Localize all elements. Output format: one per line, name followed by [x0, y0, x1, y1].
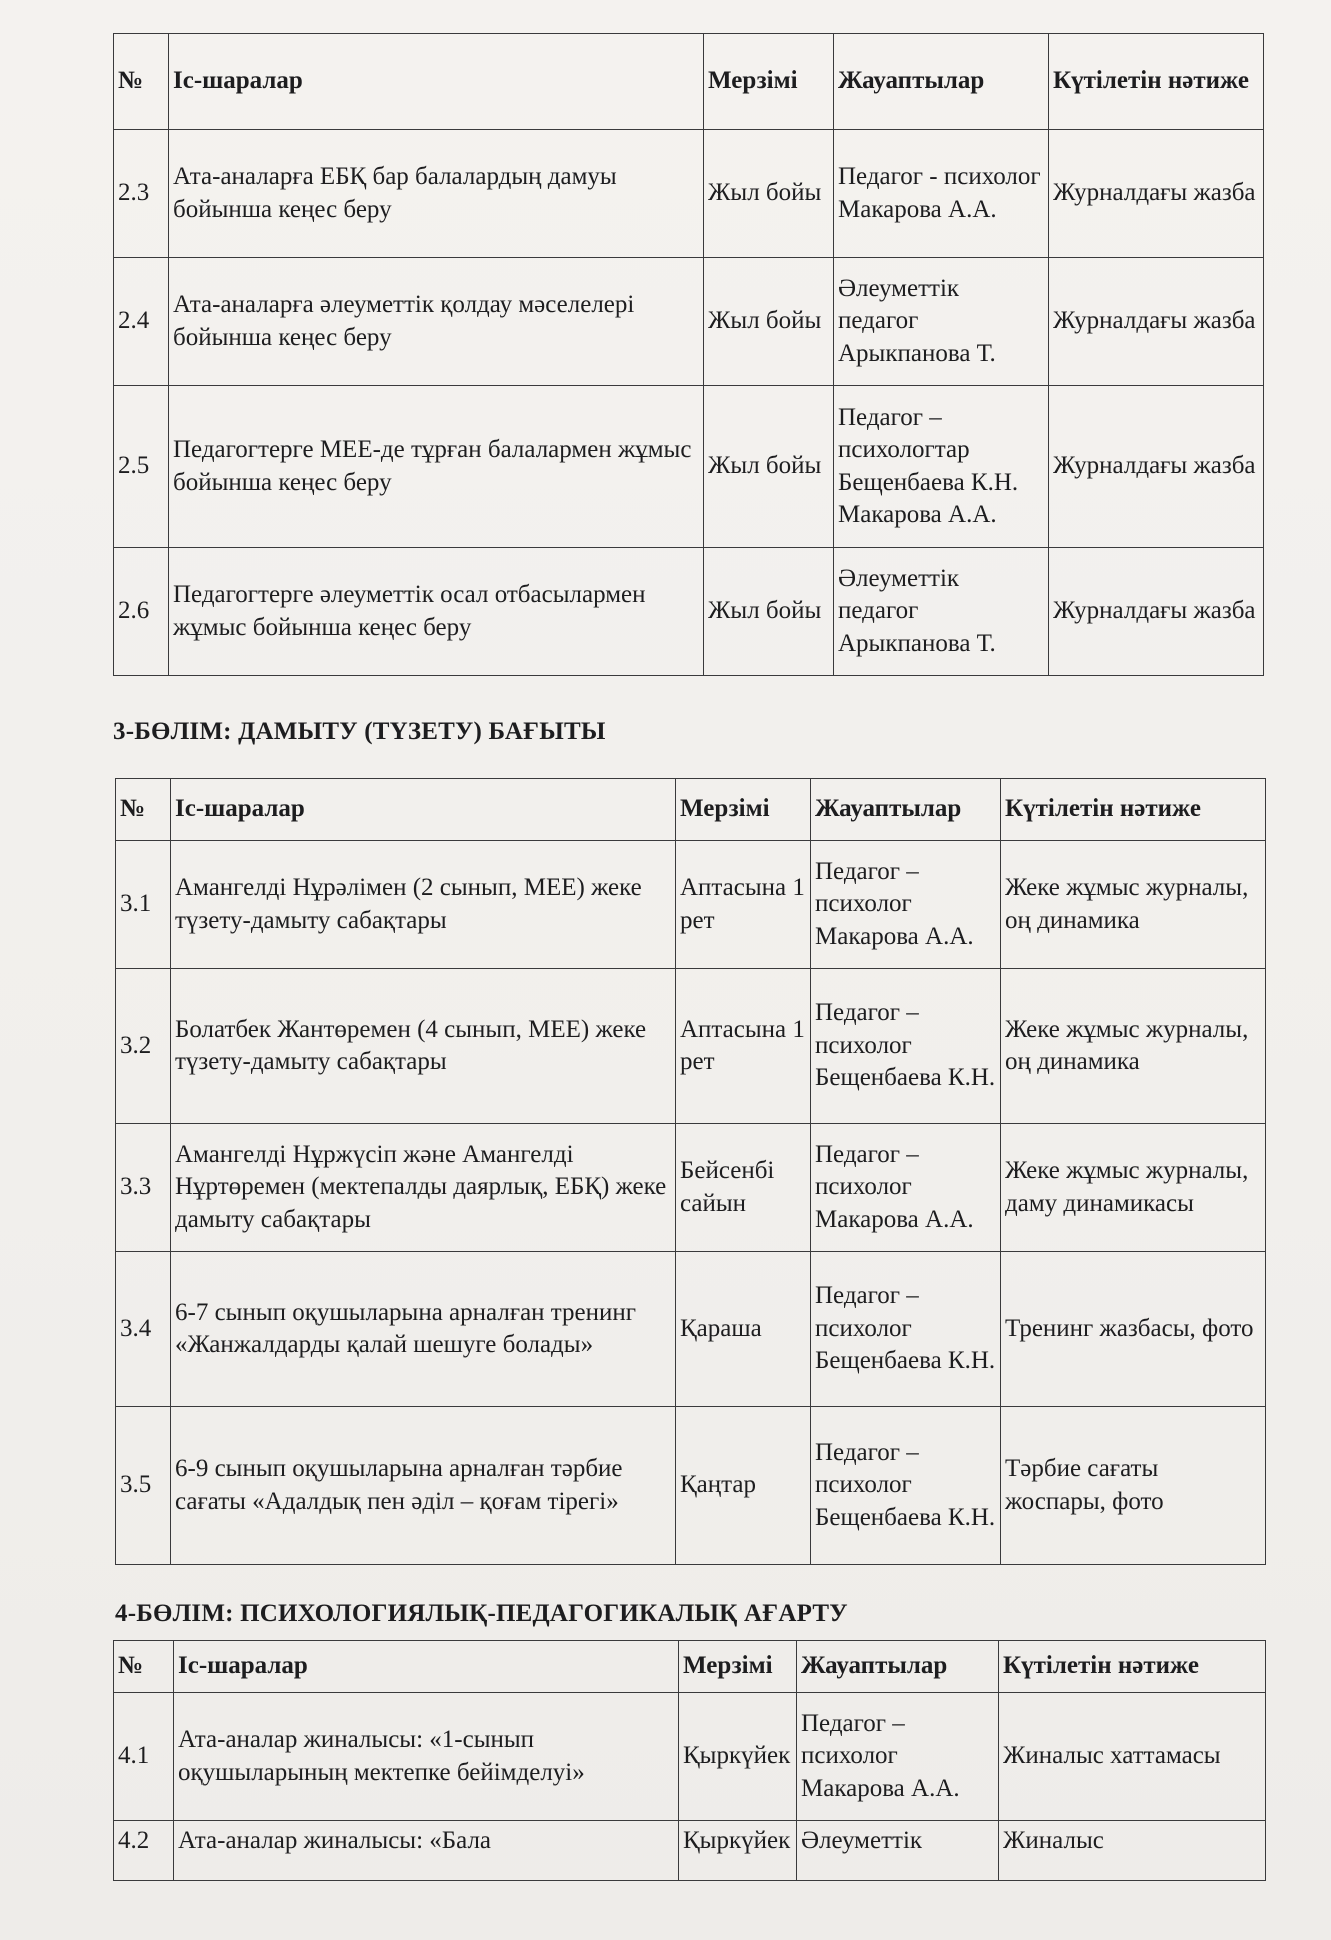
- table-row: [116, 1407, 1266, 1565]
- row-number: 2.3: [114, 130, 169, 258]
- row-activity: Ата-аналар жиналысы: «Бала: [174, 1821, 679, 1881]
- row-number: 3.1: [116, 841, 171, 969]
- table-row: [116, 1124, 1266, 1252]
- table-row: [116, 1252, 1266, 1407]
- section4-table: [113, 1640, 1266, 1881]
- row-deadline: Қыркүйек: [679, 1693, 797, 1821]
- table-header-row: [114, 34, 1264, 130]
- row-result: Журналдағы жазба: [1049, 130, 1264, 258]
- table-row: [116, 969, 1266, 1124]
- row-result: Тәрбие сағаты жоспары, фото: [1001, 1407, 1266, 1565]
- table-row: [114, 548, 1264, 676]
- table-row: [116, 841, 1266, 969]
- table-row: [114, 386, 1264, 548]
- table-row: [114, 1821, 1266, 1881]
- row-activity: Амангелді Нұрәлімен (2 сынып, МЕЕ) жеке түзету-дамыту сабақтары: [171, 841, 676, 969]
- header-expected: Күтілетін нәтиже: [1049, 34, 1264, 130]
- row-deadline: Қараша: [676, 1252, 811, 1407]
- row-responsible: Педагог – психолог Бещенбаева К.Н.: [811, 1252, 1001, 1407]
- row-number: 3.2: [116, 969, 171, 1124]
- row-activity: Амангелді Нұржүсіп және Амангелді Нұртөремен (мектепалды даярлық, ЕБҚ) жеке дамыту сабақтары: [171, 1124, 676, 1252]
- table-row: [114, 1693, 1266, 1821]
- header-num: №: [114, 34, 169, 130]
- header-responsible: Жауаптылар: [811, 779, 1001, 841]
- row-number: 2.6: [114, 548, 169, 676]
- section4-title: 4-БӨЛІМ: ПСИХОЛОГИЯЛЫҚ-ПЕДАГОГИКАЛЫҚ АҒАРТУ: [115, 1600, 848, 1627]
- row-responsible: Педагог – психолог Бещенбаева К.Н.: [811, 969, 1001, 1124]
- row-responsible: Педагог – психолог Макарова А.А.: [811, 1124, 1001, 1252]
- row-responsible: Педагог – психолог Макарова А.А.: [797, 1693, 999, 1821]
- header-responsible: Жауаптылар: [834, 34, 1049, 130]
- row-result: Журналдағы жазба: [1049, 386, 1264, 548]
- row-responsible: Педагог – психолог Макарова А.А.: [811, 841, 1001, 969]
- header-num: №: [114, 1641, 174, 1693]
- row-activity: Болатбек Жантөремен (4 сынып, МЕЕ) жеке түзету-дамыту сабақтары: [171, 969, 676, 1124]
- row-number: 4.2: [114, 1821, 174, 1881]
- row-deadline: Аптасына 1 рет: [676, 969, 811, 1124]
- row-deadline: Жыл бойы: [704, 548, 834, 676]
- section3-table: [115, 778, 1266, 1565]
- row-activity: Ата-аналарға әлеуметтік қолдау мәселелері бойынша кеңес беру: [169, 258, 704, 386]
- row-activity: Ата-аналар жиналысы: «1-сынып оқушыларының мектепке бейімделуі»: [174, 1693, 679, 1821]
- row-deadline: Жыл бойы: [704, 258, 834, 386]
- row-responsible: Әлеуметтік педагог Арыкпанова Т.: [834, 258, 1049, 386]
- row-responsible: Педагог – психолог Бещенбаева К.Н.: [811, 1407, 1001, 1565]
- header-expected: Күтілетін нәтиже: [1001, 779, 1266, 841]
- table-row: [114, 130, 1264, 258]
- row-deadline: Жыл бойы: [704, 386, 834, 548]
- header-num: №: [116, 779, 171, 841]
- row-responsible: Әлеуметтік педагог Арыкпанова Т.: [834, 548, 1049, 676]
- table-header-row: [114, 1641, 1266, 1693]
- header-deadline: Мерзімі: [704, 34, 834, 130]
- row-deadline: Қаңтар: [676, 1407, 811, 1565]
- row-activity: Педагогтерге МЕЕ-де тұрған балалармен жұмыс бойынша кеңес беру: [169, 386, 704, 548]
- row-responsible: Әлеуметтік: [797, 1821, 999, 1881]
- row-number: 3.5: [116, 1407, 171, 1565]
- row-deadline: Аптасына 1 рет: [676, 841, 811, 969]
- row-deadline: Қыркүйек: [679, 1821, 797, 1881]
- row-deadline: Бейсенбі сайын: [676, 1124, 811, 1252]
- row-number: 3.3: [116, 1124, 171, 1252]
- row-result: Жеке жұмыс журналы, оң динамика: [1001, 969, 1266, 1124]
- section3-title: 3-БӨЛІМ: ДАМЫТУ (ТҮЗЕТУ) БАҒЫТЫ: [113, 718, 606, 745]
- row-number: 2.5: [114, 386, 169, 548]
- header-deadline: Мерзімі: [676, 779, 811, 841]
- row-activity: Ата-аналарға ЕБҚ бар балалардың дамуы бойынша кеңес беру: [169, 130, 704, 258]
- section2-table: [113, 33, 1264, 676]
- header-activities: Іс-шаралар: [169, 34, 704, 130]
- row-number: 2.4: [114, 258, 169, 386]
- row-responsible: Педагог – психологтар Бещенбаева К.Н. Макарова А.А.: [834, 386, 1049, 548]
- row-number: 3.4: [116, 1252, 171, 1407]
- header-responsible: Жауаптылар: [797, 1641, 999, 1693]
- row-result: Жиналыс хаттамасы: [999, 1693, 1266, 1821]
- row-result: Журналдағы жазба: [1049, 548, 1264, 676]
- row-result: Тренинг жазбасы, фото: [1001, 1252, 1266, 1407]
- header-activities: Іс-шаралар: [171, 779, 676, 841]
- table-row: [114, 258, 1264, 386]
- header-deadline: Мерзімі: [679, 1641, 797, 1693]
- row-activity: Педагогтерге әлеуметтік осал отбасылармен жұмыс бойынша кеңес беру: [169, 548, 704, 676]
- row-result: Жеке жұмыс журналы, даму динамикасы: [1001, 1124, 1266, 1252]
- row-activity: 6-7 сынып оқушыларына арналған тренинг «Жанжалдарды қалай шешуге болады»: [171, 1252, 676, 1407]
- header-activities: Іс-шаралар: [174, 1641, 679, 1693]
- row-number: 4.1: [114, 1693, 174, 1821]
- row-result: Жиналыс: [999, 1821, 1266, 1881]
- header-expected: Күтілетін нәтиже: [999, 1641, 1266, 1693]
- row-responsible: Педагог - психолог Макарова А.А.: [834, 130, 1049, 258]
- row-activity: 6-9 сынып оқушыларына арналған тәрбие сағаты «Адалдық пен әділ – қоғам тірегі»: [171, 1407, 676, 1565]
- table-header-row: [116, 779, 1266, 841]
- row-result: Жеке жұмыс журналы, оң динамика: [1001, 841, 1266, 969]
- row-result: Журналдағы жазба: [1049, 258, 1264, 386]
- row-deadline: Жыл бойы: [704, 130, 834, 258]
